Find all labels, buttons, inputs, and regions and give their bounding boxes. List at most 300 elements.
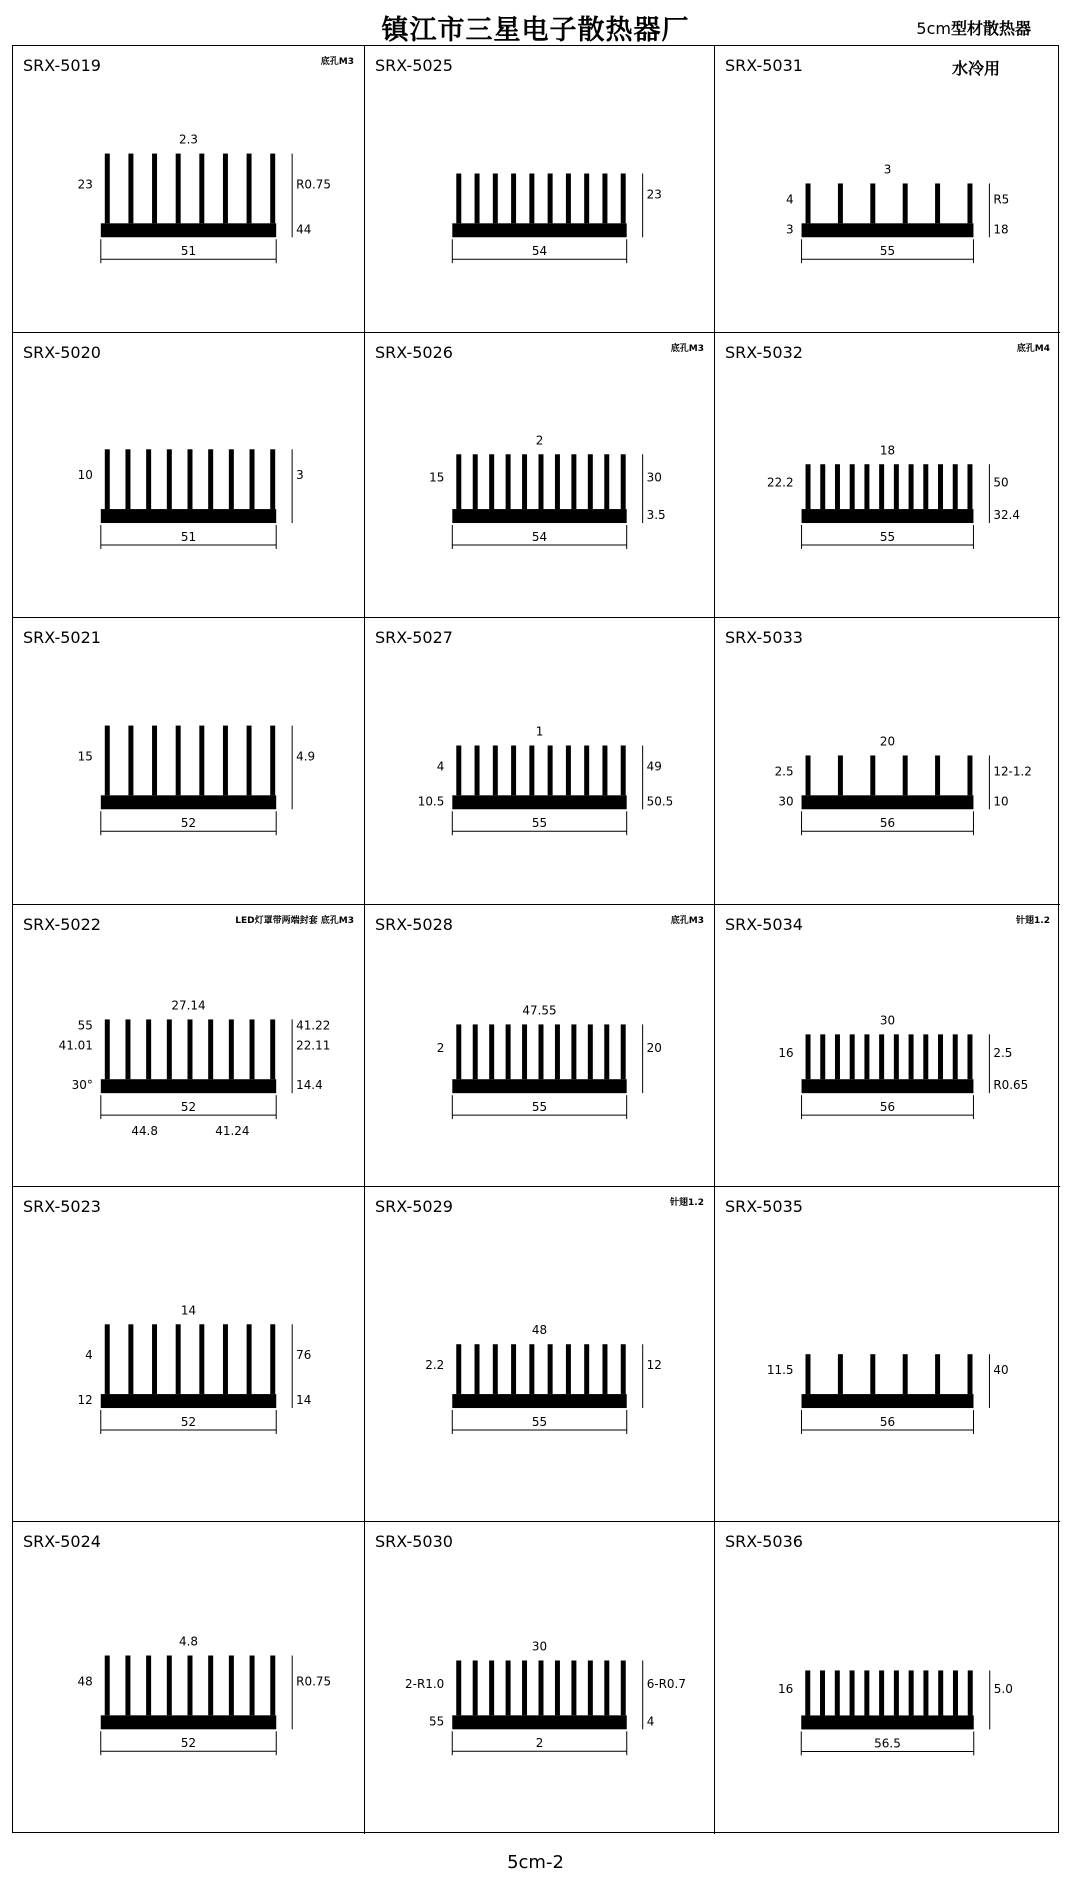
profile-code: SRX-5019	[23, 56, 101, 75]
dimension-label: 55	[531, 1100, 548, 1115]
profile-fin	[152, 154, 157, 224]
dimension-label: 12	[77, 1393, 93, 1408]
dimension-label: 47.55	[522, 1003, 557, 1018]
profile-fin	[604, 1024, 609, 1079]
profile-drawing	[715, 905, 1060, 1186]
profile-fin	[473, 454, 478, 509]
profile-code: SRX-5031	[725, 56, 803, 75]
profile-fin	[176, 1324, 181, 1394]
dimension-label: 49	[646, 759, 662, 774]
dimension-label: 12	[646, 1358, 662, 1373]
dimension-label: 4	[785, 192, 794, 207]
dimension-label: 48	[77, 1674, 93, 1689]
dimension-label: 22.2	[766, 475, 794, 490]
dimension-label: R0.65	[993, 1078, 1029, 1093]
profile-fin	[199, 154, 204, 224]
profile-fin	[493, 1344, 498, 1394]
dimension-label: 51	[180, 529, 197, 544]
profile-fin	[506, 1660, 511, 1715]
profile-base	[101, 795, 276, 809]
profile-fin	[604, 454, 609, 509]
dimension-label: 4	[85, 1348, 93, 1363]
profile-drawing	[715, 618, 1060, 904]
profile-fin	[125, 1019, 130, 1079]
profile-fin	[152, 726, 157, 796]
profile-fin	[967, 183, 972, 223]
dimension-label: 41.22	[296, 1018, 331, 1033]
profile-fin	[806, 755, 811, 795]
dimension-label: 10	[77, 468, 93, 483]
profile-fin	[850, 1034, 855, 1079]
profile-fin	[566, 745, 571, 795]
dimension-label: 55	[879, 244, 896, 259]
profile-fin	[621, 1024, 626, 1079]
profile-drawing	[365, 1187, 714, 1521]
profile-fin	[968, 1670, 973, 1715]
profile-fin	[270, 1656, 275, 1716]
dimension-label: 50.5	[646, 794, 674, 809]
profile-fin	[935, 183, 940, 223]
profile-fin	[864, 1034, 869, 1079]
profile-base	[802, 1394, 974, 1408]
profile-cell	[365, 618, 715, 905]
profile-base	[101, 223, 276, 237]
profile-fin	[621, 454, 626, 509]
profile-fin	[199, 726, 204, 796]
dimension-label: 2.5	[993, 1045, 1013, 1060]
profile-fin	[475, 173, 480, 223]
profile-base	[101, 509, 276, 523]
profile-note: 针翅1.2	[670, 1198, 704, 1208]
profile-fin	[188, 1656, 193, 1716]
profile-fin	[456, 1024, 461, 1079]
profile-fin	[953, 1670, 958, 1715]
dimension-label: 2.2	[425, 1358, 445, 1373]
profile-cell	[13, 1522, 365, 1834]
profile-fin	[555, 454, 560, 509]
dimension-label: 2	[436, 1040, 445, 1055]
dimension-label: R0.75	[296, 1674, 332, 1689]
profile-fin	[571, 1024, 576, 1079]
page-number: 5cm-2	[507, 1852, 564, 1873]
profile-fin	[820, 1670, 825, 1715]
profile-fin	[522, 1660, 527, 1715]
profile-fin	[805, 1354, 810, 1394]
profile-fin	[555, 1024, 560, 1079]
profile-base	[452, 1394, 626, 1408]
dimension-label: 51	[180, 244, 197, 259]
profile-fin	[621, 745, 626, 795]
profile-fin	[223, 726, 228, 796]
profile-fin	[522, 454, 527, 509]
dimension-label: 76	[296, 1348, 312, 1363]
profile-fin	[879, 1670, 884, 1715]
profile-fin	[584, 1344, 589, 1394]
dimension-label: 1	[535, 724, 544, 739]
profile-drawing	[715, 1187, 1060, 1521]
profile-fin	[602, 173, 607, 223]
profile-fin	[909, 1670, 914, 1715]
profile-fin	[903, 183, 908, 223]
page-subtitle	[916, 16, 1031, 39]
profile-drawing	[13, 1522, 364, 1834]
profile-fin	[838, 1354, 843, 1394]
profile-fin	[489, 1024, 494, 1079]
profile-fin	[511, 173, 516, 223]
subtitle-suffix: 型材散热器	[950, 19, 1031, 38]
profile-fin	[953, 1034, 958, 1079]
profile-grid	[12, 45, 1059, 1833]
dimension-label: 10.5	[417, 794, 445, 809]
dimension-label: 18	[879, 443, 896, 458]
profile-fin	[621, 1660, 626, 1715]
profile-fin	[548, 173, 553, 223]
dimension-label: 52	[180, 816, 197, 831]
profile-fin	[489, 454, 494, 509]
profile-fin	[806, 464, 811, 509]
profile-fin	[105, 726, 110, 796]
profile-drawing	[13, 905, 364, 1186]
profile-fin	[493, 745, 498, 795]
profile-fin	[247, 154, 252, 224]
profile-fin	[602, 745, 607, 795]
profile-fin	[909, 1034, 914, 1079]
dimension-label: 56	[879, 1414, 896, 1429]
profile-fin	[473, 1024, 478, 1079]
profile-cell	[715, 618, 1060, 905]
profile-cell	[715, 333, 1060, 618]
profile-note: 水冷用	[951, 59, 1000, 78]
profile-fin	[128, 154, 133, 224]
profile-fin	[506, 1024, 511, 1079]
profile-fin	[270, 1324, 275, 1394]
profile-fin	[229, 1656, 234, 1716]
profile-fin	[146, 449, 151, 509]
profile-cell	[715, 1522, 1060, 1834]
profile-base	[452, 223, 626, 237]
profile-base	[452, 1715, 627, 1729]
dimension-label: 16	[777, 1681, 794, 1696]
profile-fin	[548, 745, 553, 795]
dimension-label: 4.8	[178, 1634, 199, 1649]
profile-fin	[473, 1660, 478, 1715]
profile-fin	[250, 449, 255, 509]
dimension-label: 22.11	[296, 1038, 331, 1053]
profile-fin	[247, 726, 252, 796]
profile-fin	[909, 464, 914, 509]
dimension-label: 30	[778, 794, 794, 809]
profile-fin	[938, 464, 943, 509]
profile-cell	[365, 905, 715, 1187]
profile-fin	[903, 755, 908, 795]
profile-base	[801, 1715, 974, 1729]
profile-fin	[529, 745, 534, 795]
profile-fin	[588, 454, 593, 509]
dimension-label: 50	[993, 475, 1009, 490]
dimension-label: 10	[993, 794, 1009, 809]
profile-fin	[602, 1344, 607, 1394]
profile-fin	[588, 1024, 593, 1079]
dimension-label: 23	[646, 187, 662, 202]
profile-fin	[621, 1344, 626, 1394]
profile-fin	[604, 1660, 609, 1715]
profile-fin	[456, 454, 461, 509]
dimension-label: 14	[296, 1393, 312, 1408]
dimension-label: 48	[531, 1323, 548, 1338]
profile-fin	[167, 449, 172, 509]
profile-fin	[125, 1656, 130, 1716]
profile-cell	[365, 333, 715, 618]
profile-fin	[456, 1660, 461, 1715]
dimension-label: 32.4	[993, 508, 1020, 523]
profile-fin	[489, 1660, 494, 1715]
profile-fin	[938, 1670, 943, 1715]
profile-note: 底孔M4	[1016, 344, 1050, 354]
profile-cell	[13, 46, 365, 333]
profile-code: SRX-5024	[23, 1532, 101, 1551]
profile-code: SRX-5030	[375, 1532, 453, 1551]
profile-code: SRX-5020	[23, 343, 101, 362]
profile-code: SRX-5029	[375, 1197, 453, 1216]
profile-code: SRX-5035	[725, 1197, 803, 1216]
page-title: 镇江市三星电子散热器厂	[381, 15, 690, 46]
profile-fin	[539, 1660, 544, 1715]
profile-fin	[870, 1354, 875, 1394]
dimension-label: 2	[535, 1736, 544, 1751]
dimension-label: 2	[535, 433, 544, 448]
profile-fin	[967, 755, 972, 795]
dimension-label: 11.5	[766, 1363, 794, 1378]
profile-fin	[208, 1019, 213, 1079]
profile-code: SRX-5028	[375, 915, 453, 934]
profile-cell	[365, 1522, 715, 1834]
dimension-label: 14	[180, 1303, 197, 1318]
subtitle-prefix: 5cm	[916, 19, 951, 38]
profile-fin	[584, 173, 589, 223]
dimension-label: 41.01	[58, 1038, 93, 1053]
profile-fin	[967, 464, 972, 509]
profile-base	[452, 795, 626, 809]
profile-cell	[715, 1187, 1060, 1522]
profile-fin	[208, 1656, 213, 1716]
dimension-label: 20	[879, 734, 896, 749]
dimension-label: 56	[879, 1100, 896, 1115]
profile-note: 底孔M3	[320, 57, 354, 67]
profile-fin	[820, 464, 825, 509]
profile-fin	[511, 745, 516, 795]
profile-fin	[838, 755, 843, 795]
profile-fin	[128, 1324, 133, 1394]
profile-fin	[967, 1034, 972, 1079]
profile-base	[452, 509, 626, 523]
profile-drawing	[13, 333, 364, 617]
dimension-label: 52	[180, 1414, 197, 1429]
dimension-label: 30°	[71, 1078, 93, 1093]
profile-code: SRX-5021	[23, 628, 101, 647]
profile-fin	[105, 449, 110, 509]
dimension-label: R0.75	[296, 177, 331, 192]
profile-cell	[13, 333, 365, 618]
profile-fin	[894, 1034, 899, 1079]
profile-fin	[105, 1019, 110, 1079]
profile-fin	[493, 173, 498, 223]
profile-fin	[475, 745, 480, 795]
dimension-label: 3	[296, 468, 304, 483]
profile-base	[802, 795, 974, 809]
profile-fin	[923, 1670, 928, 1715]
profile-fin	[475, 1344, 480, 1394]
profile-fin	[571, 454, 576, 509]
dimension-label: 2.3	[179, 132, 199, 147]
dimension-label: 41.24	[215, 1124, 250, 1139]
profile-fin	[456, 173, 461, 223]
profile-drawing	[365, 46, 714, 332]
profile-base	[802, 223, 974, 237]
dimension-label: 18	[993, 222, 1009, 237]
profile-fin	[511, 1344, 516, 1394]
dimension-label: 4	[646, 1714, 655, 1729]
profile-cell	[13, 905, 365, 1187]
dimension-label: 55	[879, 529, 896, 544]
profile-fin	[270, 449, 275, 509]
dimension-label: 3.5	[646, 508, 666, 523]
dimension-label: 5.0	[993, 1681, 1013, 1696]
profile-fin	[270, 154, 275, 224]
profile-fin	[105, 1324, 110, 1394]
profile-drawing	[13, 618, 364, 904]
profile-drawing	[715, 333, 1060, 617]
profile-fin	[146, 1019, 151, 1079]
dimension-label: 54	[531, 244, 548, 259]
profile-fin	[835, 1034, 840, 1079]
profile-fin	[870, 755, 875, 795]
profile-base	[101, 1394, 276, 1408]
profile-fin	[935, 755, 940, 795]
dimension-label: 4.9	[296, 749, 316, 764]
dimension-label: 55	[531, 816, 548, 831]
profile-fin	[125, 449, 130, 509]
profile-fin	[838, 183, 843, 223]
profile-fin	[566, 1344, 571, 1394]
dimension-label: 2.5	[774, 764, 794, 779]
profile-fin	[903, 1354, 908, 1394]
profile-drawing	[365, 1522, 714, 1834]
profile-fin	[923, 1034, 928, 1079]
dimension-label: 44.8	[131, 1124, 158, 1139]
profile-code: SRX-5033	[725, 628, 803, 647]
profile-cell	[13, 1187, 365, 1522]
profile-fin	[229, 449, 234, 509]
profile-fin	[167, 1019, 172, 1079]
profile-fin	[621, 173, 626, 223]
profile-cell	[13, 618, 365, 905]
profile-fin	[105, 1656, 110, 1716]
profile-base	[101, 1715, 277, 1729]
profile-drawing	[715, 1522, 1060, 1834]
profile-fin	[128, 726, 133, 796]
profile-fin	[208, 449, 213, 509]
profile-fin	[835, 464, 840, 509]
profile-fin	[588, 1660, 593, 1715]
profile-fin	[870, 183, 875, 223]
profile-fin	[270, 1019, 275, 1079]
profile-fin	[176, 726, 181, 796]
profile-cell	[715, 46, 1060, 333]
profile-fin	[223, 1324, 228, 1394]
profile-fin	[805, 1670, 810, 1715]
dimension-label: 12-1.2	[993, 764, 1032, 779]
dimension-label: 30	[879, 1013, 896, 1028]
profile-code: SRX-5026	[375, 343, 453, 362]
profile-fin	[571, 1660, 576, 1715]
profile-fin	[167, 1656, 172, 1716]
profile-fin	[456, 1344, 461, 1394]
profile-fin	[250, 1656, 255, 1716]
dimension-label: 56	[879, 816, 896, 831]
dimension-label: 52	[180, 1100, 197, 1115]
profile-fin	[270, 726, 275, 796]
profile-fin	[879, 1034, 884, 1079]
dimension-label: 52	[180, 1736, 197, 1751]
profile-fin	[152, 1324, 157, 1394]
profile-fin	[835, 1670, 840, 1715]
dimension-label: 56.5	[874, 1736, 901, 1751]
dimension-label: 55	[531, 1414, 548, 1429]
profile-code: SRX-5036	[725, 1532, 803, 1551]
profile-fin	[953, 464, 958, 509]
profile-fin	[146, 1656, 151, 1716]
profile-code: SRX-5022	[23, 915, 101, 934]
profile-drawing	[365, 905, 714, 1186]
dimension-label: 15	[77, 749, 93, 764]
dimension-label: 44	[296, 222, 312, 237]
profile-fin	[529, 1344, 534, 1394]
profile-fin	[879, 464, 884, 509]
profile-code: SRX-5023	[23, 1197, 101, 1216]
profile-fin	[539, 1024, 544, 1079]
profile-fin	[105, 154, 110, 224]
profile-fin	[894, 1670, 899, 1715]
profile-fin	[176, 154, 181, 224]
profile-fin	[522, 1024, 527, 1079]
dimension-label: 55	[77, 1018, 93, 1033]
dimension-label: 30	[531, 1639, 548, 1654]
dimension-label: 6-R0.7	[646, 1676, 686, 1691]
profile-fin	[850, 464, 855, 509]
profile-base	[101, 1079, 276, 1093]
profile-fin	[229, 1019, 234, 1079]
dimension-label: 3	[785, 222, 794, 237]
profile-fin	[555, 1660, 560, 1715]
profile-fin	[806, 1034, 811, 1079]
profile-code: SRX-5034	[725, 915, 803, 934]
dimension-label: 40	[993, 1363, 1009, 1378]
profile-fin	[539, 454, 544, 509]
dimension-label: 30	[646, 470, 662, 485]
profile-code: SRX-5025	[375, 56, 453, 75]
profile-fin	[250, 1019, 255, 1079]
profile-fin	[923, 464, 928, 509]
profile-fin	[850, 1670, 855, 1715]
profile-fin	[864, 464, 869, 509]
profile-fin	[566, 173, 571, 223]
dimension-label: 16	[778, 1045, 794, 1060]
profile-code: SRX-5027	[375, 628, 453, 647]
dimension-label: 3	[883, 162, 892, 177]
profile-fin	[806, 183, 811, 223]
profile-fin	[506, 454, 511, 509]
dimension-label: 55	[429, 1714, 445, 1729]
